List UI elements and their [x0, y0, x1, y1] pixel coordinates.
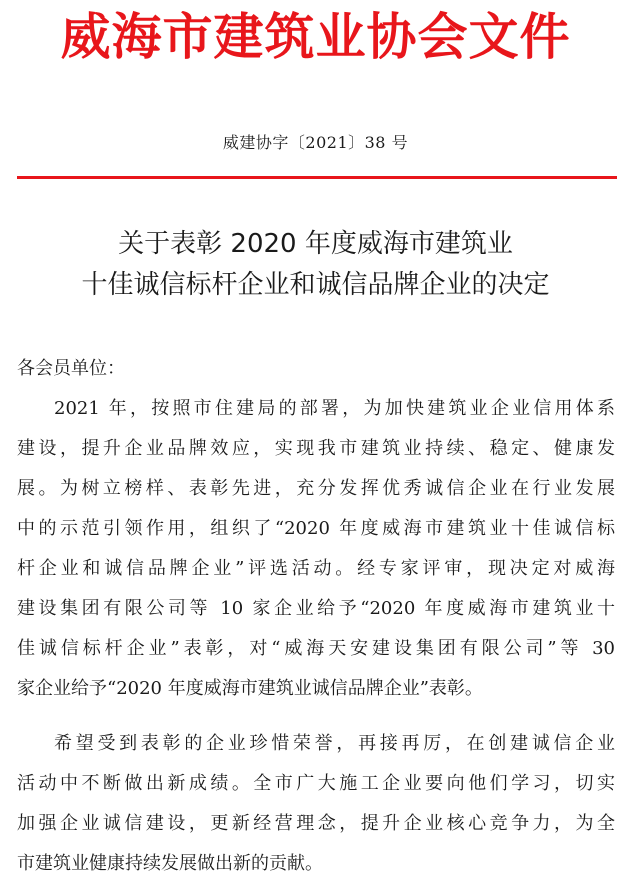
body-line: 建设集团有限公司等 10 家企业给予“2020 年度威海市建筑业十 — [17, 598, 615, 619]
body-line: 家企业给予“2020 年度威海市建筑业诚信品牌企业”表彰。 — [17, 678, 483, 699]
organization-header-title: 威海市建筑业协会文件 — [60, 8, 571, 66]
body-line: 市建筑业健康持续发展做出新的贡献。 — [17, 853, 323, 874]
salutation: 各会员单位： — [17, 358, 125, 379]
document-title-line-2: 十佳诚信标杆企业和诚信品牌企业的决定 — [81, 270, 550, 300]
body-line: 2021 年，按照市住建局的部署，为加快建筑业企业信用体系 — [54, 398, 615, 419]
body-line: 杆企业和诚信品牌企业”评选活动。经专家评审，现决定对威海 — [17, 558, 615, 579]
body-line: 中的示范引领作用，组织了“2020 年度威海市建筑业十佳诚信标 — [17, 518, 615, 539]
body-line: 加强企业诚信建设，更新经营理念，提升企业核心竞争力，为全 — [17, 813, 615, 834]
body-line: 活动中不断做出新成绩。全市广大施工企业要向他们学习，切实 — [17, 773, 615, 794]
document-number: 威建协字〔2021〕38 号 — [222, 133, 409, 152]
body-line: 佳诚信标杆企业”表彰，对“威海天安建设集团有限公司”等 30 — [17, 638, 615, 659]
document-title-line-1: 关于表彰 2020 年度威海市建筑业 — [118, 229, 513, 259]
body-line: 建设，提升企业品牌效应，实现我市建筑业持续、稳定、健康发 — [17, 438, 615, 459]
red-divider-line — [17, 176, 617, 179]
body-line: 希望受到表彰的企业珍惜荣誉，再接再厉，在创建诚信企业 — [54, 733, 615, 754]
body-line: 展。为树立榜样、表彰先进，充分发挥优秀诚信企业在行业发展 — [17, 478, 615, 499]
